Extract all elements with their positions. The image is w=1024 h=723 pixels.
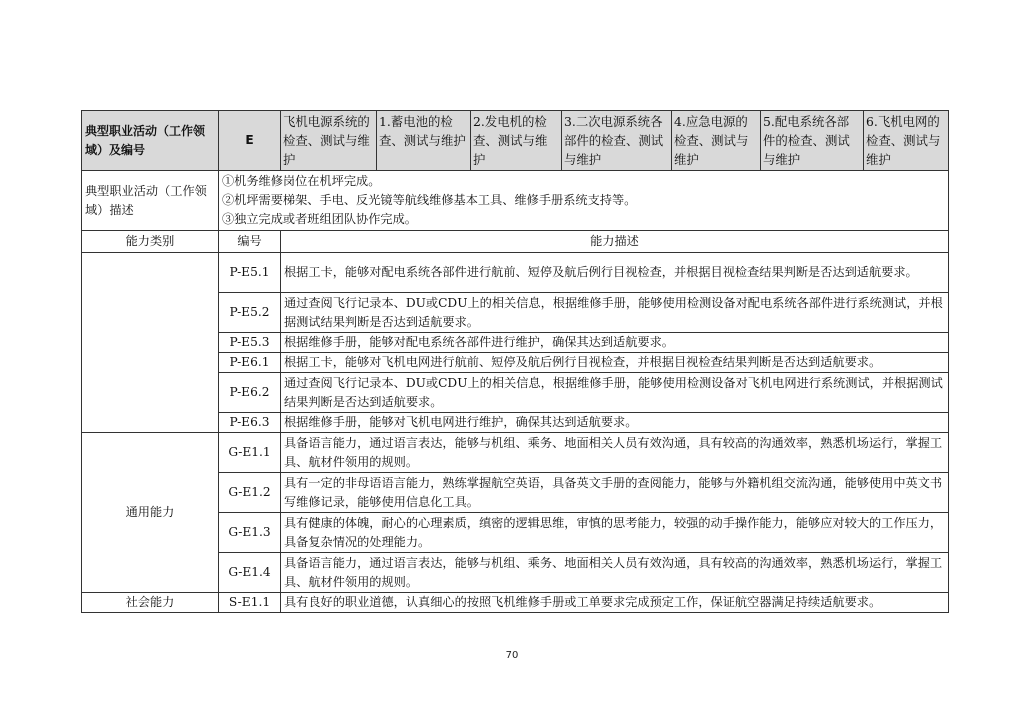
description-cell: 根据维修手册，能够对飞机电网进行维护，确保其达到适航要求。 — [281, 413, 949, 433]
header-label: 典型职业活动（工作领域）及编号 — [82, 111, 219, 171]
code-cell: P-E5.1 — [219, 253, 281, 293]
description-line: ②机坪需要梯架、手电、反光镜等航线维修基本工具、维修手册系统支持等。 — [222, 193, 637, 207]
description-cell: 通过查阅飞行记录本、DU或CDU上的相关信息，根据维修手册，能够使用检测设备对飞机电网进行系统测试，并根据测试结果判断是否达到适航要求。 — [281, 373, 949, 413]
competency-table — [81, 110, 949, 613]
header-column: 1.蓄电池的检查、测试与维护 — [377, 111, 471, 171]
header-code: E — [219, 111, 281, 171]
code-cell: P-E5.2 — [219, 293, 281, 333]
page-number: 70 — [505, 650, 519, 661]
competency-row — [82, 593, 949, 613]
code-cell: S-E1.1 — [219, 593, 281, 613]
header-column: 飞机电源系统的检查、测试与维护 — [281, 111, 377, 171]
code-cell: G-E1.4 — [219, 553, 281, 593]
header-column: 5.配电系统各部件的检查、测试与维护 — [761, 111, 864, 171]
description-cell: 通过查阅飞行记录本、DU或CDU上的相关信息，根据维修手册，能够使用检测设备对配电系统各部件进行系统测试，并根据测试结果判断是否达到适航要求。 — [281, 293, 949, 333]
description-cell: 具有健康的体魄，耐心的心理素质，缜密的逻辑思维，审慎的思考能力，较强的动手操作能力，能够应对较大的工作压力，具备复杂情况的处理能力。 — [281, 513, 949, 553]
description-column-header: 能力描述 — [281, 231, 949, 253]
code-cell: G-E1.3 — [219, 513, 281, 553]
description-line: ③独立完成或者班组团队协作完成。 — [222, 212, 417, 226]
competency-row — [82, 253, 949, 293]
category-cell: 社会能力 — [82, 593, 219, 613]
description-line: ①机务维修岗位在机坪完成。 — [222, 174, 381, 188]
description-cell: 具备语言能力，通过语言表达，能够与机组、乘务、地面相关人员有效沟通，具有较高的沟通效率，熟悉机场运行，掌握工具、航材件领用的规则。 — [281, 553, 949, 593]
description-cell: 根据工卡，能够对配电系统各部件进行航前、短停及航后例行目视检查，并根据目视检查结果判断是否达到适航要求。 — [281, 253, 949, 293]
header-row — [82, 111, 949, 171]
header-column: 3.二次电源系统各部件的检查、测试与维护 — [562, 111, 672, 171]
column-header-row — [82, 231, 949, 253]
description-cell: 根据工卡，能够对飞机电网进行航前、短停及航后例行目视检查，并根据目视检查结果判断是否达到适航要求。 — [281, 353, 949, 373]
description-cell: 具有一定的非母语语言能力，熟练掌握航空英语，具备英文手册的查阅能力，能够与外籍机组交流沟通，能够使用中英文书写维修记录，能够使用信息化工具。 — [281, 473, 949, 513]
competency-row — [82, 433, 949, 473]
description-cell: 具有良好的职业道德，认真细心的按照飞机维修手册或工单要求完成预定工作，保证航空器满足持续适航要求。 — [281, 593, 949, 613]
description-cell: 根据维修手册，能够对配电系统各部件进行维护，确保其达到适航要求。 — [281, 333, 949, 353]
code-cell: G-E1.1 — [219, 433, 281, 473]
header-column: 6.飞机电网的检查、测试与维护 — [864, 111, 949, 171]
description-row — [82, 171, 949, 231]
description-label: 典型职业活动（工作领域）描述 — [82, 171, 219, 231]
description-cell: 具备语言能力，通过语言表达，能够与机组、乘务、地面相关人员有效沟通，具有较高的沟通效率，熟悉机场运行，掌握工具、航材件领用的规则。 — [281, 433, 949, 473]
header-column: 2.发电机的检查、测试与维护 — [471, 111, 562, 171]
code-cell: P-E6.1 — [219, 353, 281, 373]
category-cell: 通用能力 — [82, 433, 219, 593]
code-cell: P-E6.3 — [219, 413, 281, 433]
description-content — [219, 171, 949, 231]
category-cell — [82, 253, 219, 433]
code-cell: G-E1.2 — [219, 473, 281, 513]
header-column: 4.应急电源的检查、测试与维护 — [672, 111, 761, 171]
code-cell: P-E5.3 — [219, 333, 281, 353]
category-column-header: 能力类别 — [82, 231, 219, 253]
code-column-header: 编号 — [219, 231, 281, 253]
code-cell: P-E6.2 — [219, 373, 281, 413]
